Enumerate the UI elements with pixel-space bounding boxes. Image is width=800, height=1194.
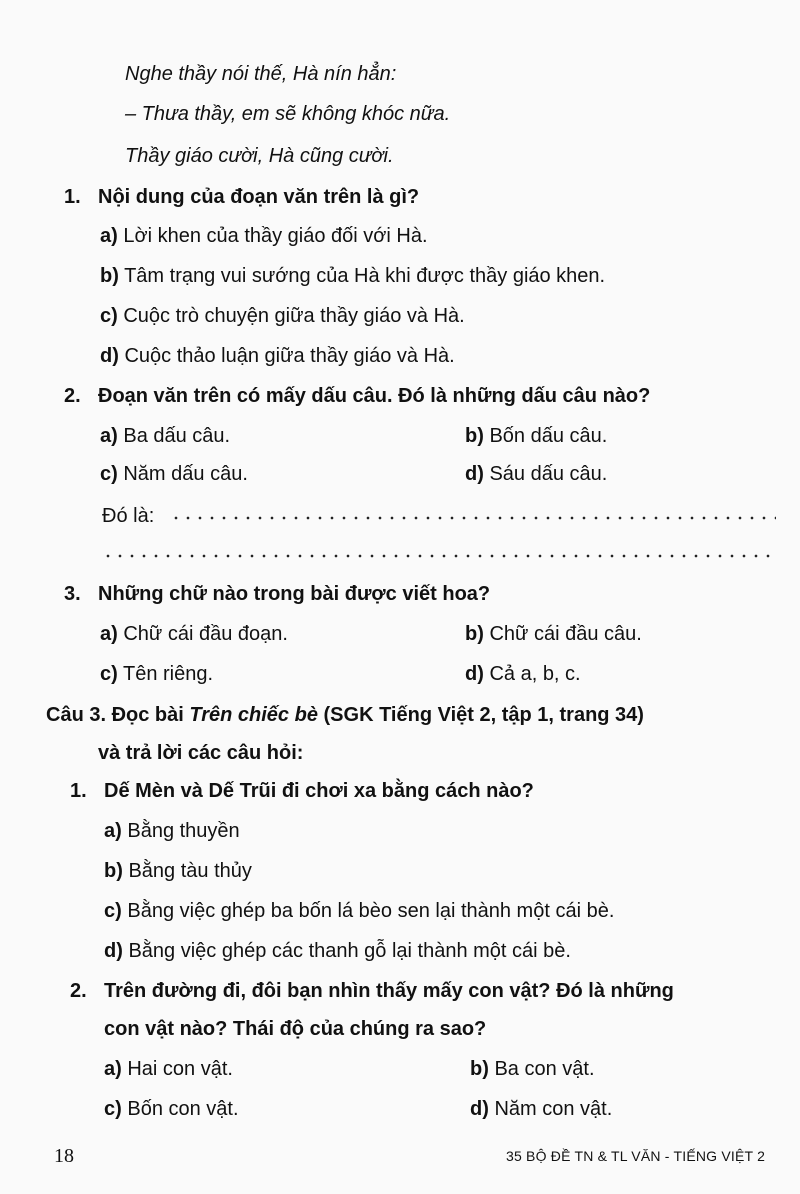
q1-text: Nội dung của đoạn văn trên là gì?: [98, 186, 420, 208]
option-text: Cuộc thảo luận giữa thầy giáo và Hà.: [124, 345, 455, 367]
option-letter: a): [100, 425, 118, 447]
q2-option-b: [465, 424, 607, 448]
option-letter: c): [104, 900, 122, 922]
option-letter: b): [100, 265, 119, 287]
q3-option-a: [100, 622, 288, 646]
c3q1-text: Dế Mèn và Dế Trũi đi chơi xa bằng cách nào?: [104, 780, 534, 802]
c3q1-option-b: [104, 859, 252, 883]
cau3-instruction: và trả lời các câu hỏi:: [98, 742, 304, 764]
option-letter: d): [104, 940, 123, 962]
option-letter: b): [470, 1058, 489, 1080]
c3q1-option-c: [104, 899, 614, 923]
story-line-1: Nghe thầy nói thế, Hà nín hẳn:: [125, 63, 397, 85]
q2-option-c: [100, 462, 248, 486]
c3q2-option-c: [104, 1097, 239, 1121]
q1-number: 1.: [64, 186, 81, 208]
q3-number: 3.: [64, 583, 81, 605]
q1-option-c: [100, 304, 465, 328]
c3q2-option-b: [470, 1057, 595, 1081]
option-text: Bằng việc ghép ba bốn lá bèo sen lại thành một cái bè.: [127, 900, 615, 922]
option-text: Hai con vật.: [127, 1058, 233, 1080]
option-text: Sáu dấu câu.: [489, 463, 608, 485]
cau3-prefix: Câu 3. Đọc bài: [46, 704, 190, 726]
option-letter: a): [104, 1058, 122, 1080]
option-text: Bằng tàu thủy: [128, 860, 252, 882]
option-letter: c): [100, 663, 118, 685]
answer-dotted-line-1: [170, 516, 776, 520]
option-text: Năm con vật.: [494, 1098, 613, 1120]
q1-option-a: [100, 224, 428, 248]
option-letter: d): [465, 463, 484, 485]
option-letter: d): [465, 663, 484, 685]
c3q1-option-d: [104, 939, 571, 963]
option-letter: b): [104, 860, 123, 882]
option-text: Tâm trạng vui sướng của Hà khi được thầy giáo khen.: [124, 265, 606, 287]
option-text: Ba dấu câu.: [123, 425, 231, 447]
option-letter: a): [100, 225, 118, 247]
answer-dotted-line-2: [102, 554, 776, 558]
option-text: Cuộc trò chuyện giữa thầy giáo và Hà.: [123, 305, 465, 327]
option-text: Bằng thuyền: [127, 820, 240, 842]
page-number: 18: [54, 1145, 74, 1167]
option-letter: b): [465, 425, 484, 447]
option-text: Ba con vật.: [494, 1058, 595, 1080]
story-line-2: – Thưa thầy, em sẽ không khóc nữa.: [125, 103, 451, 125]
q3-option-d: [465, 662, 581, 686]
q1-option-b: [100, 264, 605, 288]
option-text: Cả a, b, c.: [489, 663, 581, 685]
q2-option-a: [100, 424, 230, 448]
option-text: Lời khen của thầy giáo đối với Hà.: [123, 225, 428, 247]
c3q1-option-a: [104, 819, 240, 843]
option-letter: c): [100, 463, 118, 485]
option-text: Bốn con vật.: [127, 1098, 239, 1120]
q3-option-b: [465, 622, 642, 646]
option-text: Chữ cái đầu đoạn.: [123, 623, 288, 645]
c3q2-text-line-2: con vật nào? Thái độ của chúng ra sao?: [104, 1018, 487, 1040]
q2-answer-label: Đó là:: [102, 505, 155, 527]
option-text: Bốn dấu câu.: [489, 425, 608, 447]
story-line-3: Thầy giáo cười, Hà cũng cười.: [125, 145, 394, 167]
option-text: Chữ cái đầu câu.: [489, 623, 642, 645]
option-text: Năm dấu câu.: [123, 463, 248, 485]
option-letter: c): [100, 305, 118, 327]
option-letter: c): [104, 1098, 122, 1120]
c3q1-number: 1.: [70, 780, 87, 802]
q3-text: Những chữ nào trong bài được viết hoa?: [98, 583, 491, 605]
c3q2-option-a: [104, 1057, 233, 1081]
c3q2-option-d: [470, 1097, 612, 1121]
option-letter: d): [100, 345, 119, 367]
option-letter: a): [100, 623, 118, 645]
q2-text: Đoạn văn trên có mấy dấu câu. Đó là những dấu câu nào?: [98, 385, 651, 407]
book-title: 35 BỘ ĐỀ TN & TL VĂN - TIẾNG VIỆT 2: [506, 1148, 766, 1164]
cau3-title: Trên chiếc bè: [189, 704, 318, 726]
option-letter: b): [465, 623, 484, 645]
option-letter: a): [104, 820, 122, 842]
c3q2-number: 2.: [70, 980, 87, 1002]
cau3-heading: [46, 703, 644, 727]
option-text: Bằng việc ghép các thanh gỗ lại thành một cái bè.: [128, 940, 571, 962]
option-letter: d): [470, 1098, 489, 1120]
c3q2-text-line-1: Trên đường đi, đôi bạn nhìn thấy mấy con vật? Đó là những: [104, 980, 674, 1002]
cau3-suffix: (SGK Tiếng Việt 2, tập 1, trang 34): [317, 704, 644, 726]
q2-number: 2.: [64, 385, 81, 407]
q3-option-c: [100, 662, 213, 686]
option-text: Tên riêng.: [123, 663, 214, 685]
q2-option-d: [465, 462, 607, 486]
q1-option-d: [100, 344, 455, 368]
